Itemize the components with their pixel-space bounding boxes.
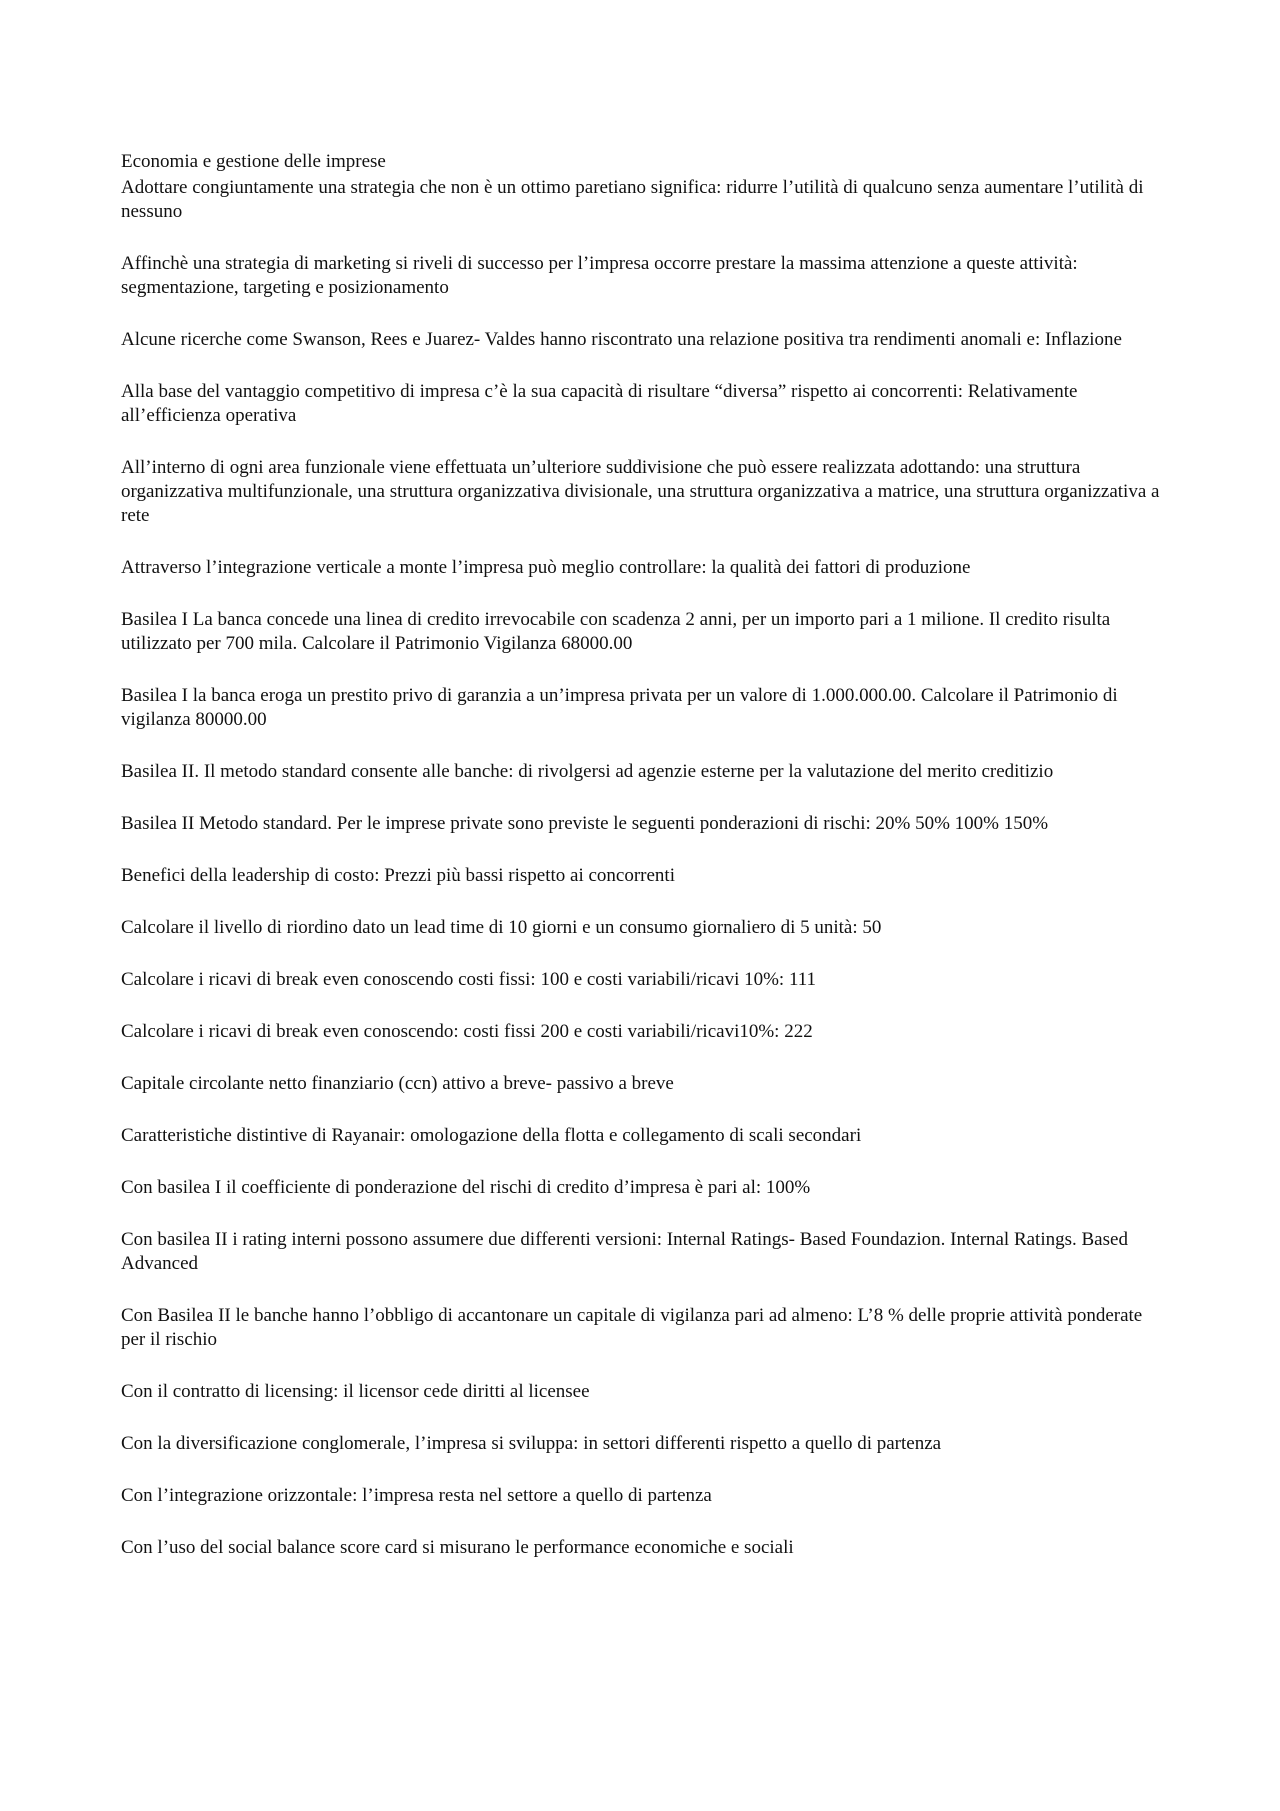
list-item: Capitale circolante netto finanziario (ccn) attivo a breve- passivo a breve — [121, 1073, 674, 1094]
list-item: Calcolare i ricavi di break even conoscendo: costi fissi 200 e costi variabili/ricavi10%: 222 — [121, 1021, 813, 1042]
list-item: Con Basilea II le banche hanno l’obbligo di accantonare un capitale di vigilanza pari ad almeno: L’8 % delle proprie attività ponderate per il rischio — [121, 1305, 1143, 1350]
list-item: Basilea I La banca concede una linea di credito irrevocabile con scadenza 2 anni, per un importo pari a 1 milione. Il credito risulta utilizzato per 700 mila. Calcolare il Patrimonio Vigilanza 68000.00 — [121, 609, 1111, 654]
list-item: Alla base del vantaggio competitivo di impresa c’è la sua capacità di risultare “diversa” rispetto ai concorrenti: Relativamente all’efficienza operativa — [121, 381, 1078, 426]
list-item: Caratteristiche distintive di Rayanair: omologazione della flotta e collegamento di scali secondari — [121, 1125, 862, 1146]
list-item: All’interno di ogni area funzionale viene effettuata un’ulteriore suddivisione che può essere realizzata adottando: una struttura organizzativa multifunzionale, una struttura organizzativa divisionale, una struttura organizzativa a matrice, una struttura organizzativa a rete — [121, 457, 1160, 526]
list-item: Con il contratto di licensing: il licensor cede diritti al licensee — [121, 1381, 590, 1402]
list-item: Attraverso l’integrazione verticale a monte l’impresa può meglio controllare: la qualità dei fattori di produzione — [121, 557, 971, 578]
list-item: Calcolare il livello di riordino dato un lead time di 10 giorni e un consumo giornaliero di 5 unità: 50 — [121, 917, 882, 938]
list-item: Benefici della leadership di costo: Prezzi più bassi rispetto ai concorrenti — [121, 865, 675, 886]
list-item: Basilea II Metodo standard. Per le imprese private sono previste le seguenti ponderazioni di rischi: 20% 50% 100% 150% — [121, 813, 1049, 834]
list-item: Calcolare i ricavi di break even conoscendo costi fissi: 100 e costi variabili/ricavi 10%: 111 — [121, 969, 817, 990]
list-item: Adottare congiuntamente una strategia che non è un ottimo paretiano significa: ridurre l’utilità di qualcuno senza aumentare l’utilità di nessuno — [121, 177, 1144, 222]
list-item: Con l’integrazione orizzontale: l’impresa resta nel settore a quello di partenza — [121, 1485, 712, 1506]
list-item: Alcune ricerche come Swanson, Rees e Juarez- Valdes hanno riscontrato una relazione positiva tra rendimenti anomali e: Inflazione — [121, 329, 1122, 350]
document-title: Economia e gestione delle imprese — [121, 151, 386, 172]
list-item: Con la diversificazione conglomerale, l’impresa si sviluppa: in settori differenti rispetto a quello di partenza — [121, 1433, 942, 1454]
entry-list — [121, 176, 1161, 1560]
list-item: Con l’uso del social balance score card si misurano le performance economiche e sociali — [121, 1537, 794, 1558]
document-content — [121, 150, 1161, 1588]
list-item: Basilea II. Il metodo standard consente alle banche: di rivolgersi ad agenzie esterne per la valutazione del merito creditizio — [121, 761, 1054, 782]
list-item: Con basilea II i rating interni possono assumere due differenti versioni: Internal Ratings- Based Foundazion. Internal Ratings. Based Advanced — [121, 1229, 1128, 1274]
list-item: Basilea I la banca eroga un prestito privo di garanzia a un’impresa privata per un valore di 1.000.000.00. Calcolare il Patrimonio di vigilanza 80000.00 — [121, 685, 1118, 730]
list-item: Con basilea I il coefficiente di ponderazione del rischi di credito d’impresa è pari al: 100% — [121, 1177, 811, 1198]
list-item: Affinchè una strategia di marketing si riveli di successo per l’impresa occorre prestare la massima attenzione a queste attività: segmentazione, targeting e posizionamento — [121, 253, 1078, 298]
